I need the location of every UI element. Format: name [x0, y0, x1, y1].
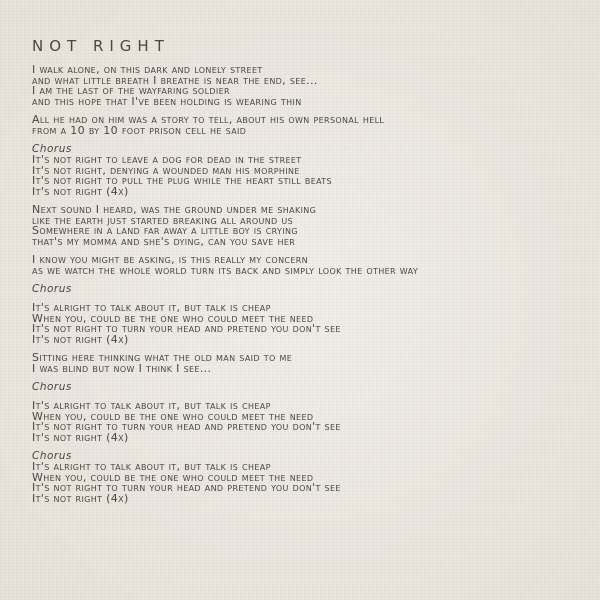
lyric-line: and this hope that I've been holding is wearing thin — [32, 94, 302, 108]
page-title: NOT RIGHT — [32, 37, 170, 55]
lyrics-stanza — [32, 115, 592, 136]
lyric-line: Somewhere in a land far away a little boy is crying — [32, 224, 298, 237]
lyric-line: I know you might be asking, is this really my concern — [32, 253, 308, 266]
lyric-line: It's not right to pull the plug while the heart still beats — [32, 174, 332, 187]
lyric-line: It's not right (4x) — [32, 430, 129, 444]
chorus-label: Chorus — [32, 450, 72, 462]
lyric-line: as we watch the whole world turn its back and simply look the other way — [32, 263, 419, 277]
lyric-line: that's my momma and she's dying, can you save her — [32, 234, 296, 248]
lyrics-stanza — [32, 205, 592, 247]
lyric-line: I was blind but now I think I see... — [32, 361, 212, 375]
lyrics-stanza — [32, 65, 592, 107]
lyrics-stanza — [32, 284, 592, 295]
lyric-line: When you, could be the one who could meet the need — [32, 311, 314, 325]
lyric-line: It's not right, denying a wounded man his morphine — [32, 163, 300, 177]
lyric-line: Next sound I heard, was the ground under me shaking — [32, 203, 317, 216]
lyrics-stanza — [32, 303, 592, 345]
lyrics-stanza — [32, 451, 592, 504]
lyric-line: It's not right (4x) — [32, 184, 129, 198]
lyric-line: It's not right to turn your head and pretend you don't see — [32, 322, 341, 335]
lyric-line: from a 10 by 10 foot prison cell he said — [32, 123, 247, 137]
lyric-line: I walk alone, on this dark and lonely street — [32, 63, 263, 76]
lyrics-stanza — [32, 401, 592, 443]
lyric-line: It's not right (4x) — [32, 491, 129, 505]
lyrics-stanza — [32, 255, 592, 276]
lyric-line: When you, could be the one who could meet the need — [32, 470, 314, 484]
lyric-line: It's not right to leave a dog for dead in the street — [32, 153, 302, 166]
chorus-label: Chorus — [32, 143, 72, 155]
lyric-line: It's alright to talk about it, but talk is cheap — [32, 301, 271, 314]
lyric-line: It's alright to talk about it, but talk is cheap — [32, 399, 271, 412]
lyrics-stanza — [32, 144, 592, 197]
lyrics-stanza — [32, 382, 592, 393]
lyric-line: like the earth just started breaking all around us — [32, 213, 294, 227]
lyric-line: It's not right to turn your head and pretend you don't see — [32, 481, 341, 494]
lyrics-stanza — [32, 353, 592, 374]
lyric-line: and what little breath I breathe is near the end, see... — [32, 73, 318, 87]
chorus-label: Chorus — [32, 381, 72, 393]
lyric-line: It's not right to turn your head and pretend you don't see — [32, 420, 341, 433]
lyrics-body — [32, 65, 592, 504]
lyric-line: All he had on him was a story to tell, about his own personal hell — [32, 113, 385, 126]
lyric-line: It's not right (4x) — [32, 332, 129, 346]
lyric-line: It's alright to talk about it, but talk is cheap — [32, 460, 271, 473]
lyric-line: Sitting here thinking what the old man said to me — [32, 351, 293, 364]
chorus-label: Chorus — [32, 283, 72, 295]
lyric-line: When you, could be the one who could meet the need — [32, 409, 314, 423]
lyric-line: I am the last of the wayfaring soldier — [32, 84, 230, 97]
lyrics-content — [32, 36, 592, 512]
